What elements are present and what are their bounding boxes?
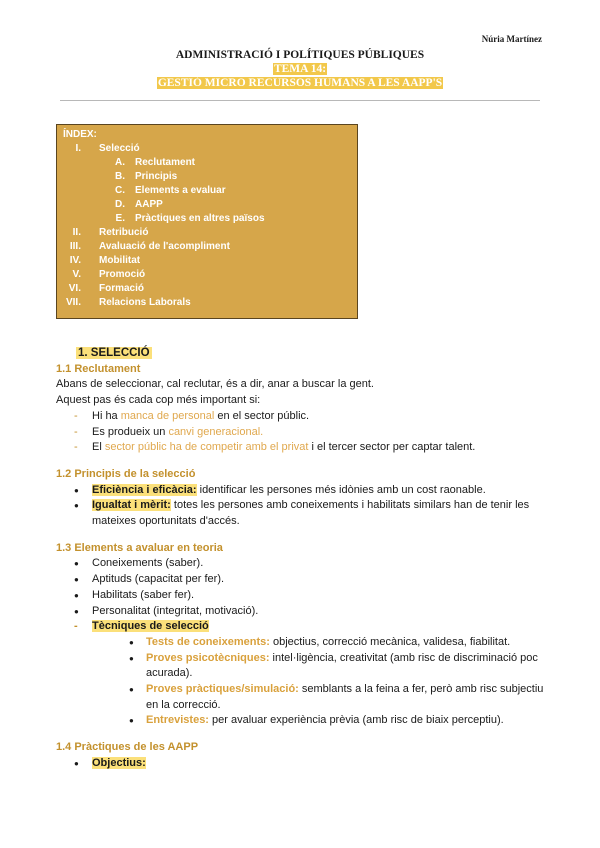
list-item: ● Aptituds (capacitat per fer).	[56, 572, 546, 588]
document-title: ADMINISTRACIÓ I POLÍTIQUES PÚBLIQUES	[175, 49, 425, 61]
list-item: ● Tests de coneixements: objectius, correcció mecànica, validesa, fiabilitat.	[56, 635, 546, 651]
bullet-list	[56, 409, 546, 456]
list-item: ● Entrevistes: per avaluar experiència prèvia (amb risc de biaix perceptiu).	[56, 713, 546, 729]
subsection-heading: 1.4 Pràctiques de les AAPP	[56, 741, 199, 754]
list-item: ● Proves psicotècniques: intel·ligència, creativitat (amb risc de discriminació poc acurada).	[56, 651, 546, 682]
header-divider	[60, 100, 540, 101]
paragraph: Aquest pas és cada cop més important si:	[56, 394, 261, 407]
subsection-heading: 1.3 Elements a avaluar en teoria	[56, 541, 223, 554]
list-item: - Es produeix un canvi generacional.	[56, 425, 546, 441]
list-item: ● Coneixements (saber).	[56, 556, 546, 572]
subsection-heading: 1.1 Reclutament	[56, 362, 141, 375]
bullet-list	[56, 756, 546, 772]
list-item: ● Habilitats (saber fer).	[56, 588, 546, 604]
index-box: ÍNDEX: I. Selecció A. Reclutament B. Principis C. Elements a evaluar D. AAPP E. Pràctiques en altres països II. Retribució III. Avaluació de l'acompliment IV. Mobilitat V. Promoció VI. Formació VII. Relacions Laborals	[56, 124, 358, 319]
paragraph: Abans de seleccionar, cal reclutar, és a dir, anar a buscar la gent.	[56, 378, 374, 391]
document-header	[0, 48, 600, 90]
document-subtitle: GESTIÓ MICRO RECURSOS HUMANS A LES AAPP'S	[157, 77, 443, 89]
techniques-list	[56, 635, 546, 729]
techniques-heading: - Tècniques de selecció	[56, 619, 546, 635]
index-title: ÍNDEX:	[63, 129, 97, 140]
list-item: - Hi ha manca de personal en el sector públic.	[56, 409, 546, 425]
subsection-heading: 1.2 Principis de la selecció	[56, 467, 196, 480]
list-item: ● Igualtat i mèrit: totes les persones amb coneixements i habilitats similars han de tenir les mateixes oportunitats d'accés.	[56, 498, 546, 529]
author-name: Núria Martínez	[481, 34, 542, 44]
section-heading: 1. SELECCIÓ	[78, 347, 150, 359]
list-item: ● Personalitat (integritat, motivació).	[56, 604, 546, 620]
topic-label: TEMA 14:	[273, 63, 327, 75]
list-item: - El sector públic ha de competir amb el privat i el tercer sector per captar talent.	[56, 440, 546, 456]
bullet-list	[56, 556, 546, 619]
bullet-list	[56, 483, 546, 530]
list-item: ● Objectius:	[56, 756, 546, 772]
list-item: ● Proves pràctiques/simulació: semblants a la feina a fer, però amb risc subjectiu en la correcció.	[56, 682, 546, 713]
list-item: ● Eficiència i eficàcia: identificar les persones més idònies amb un cost raonable.	[56, 483, 546, 499]
document-body	[56, 346, 546, 772]
